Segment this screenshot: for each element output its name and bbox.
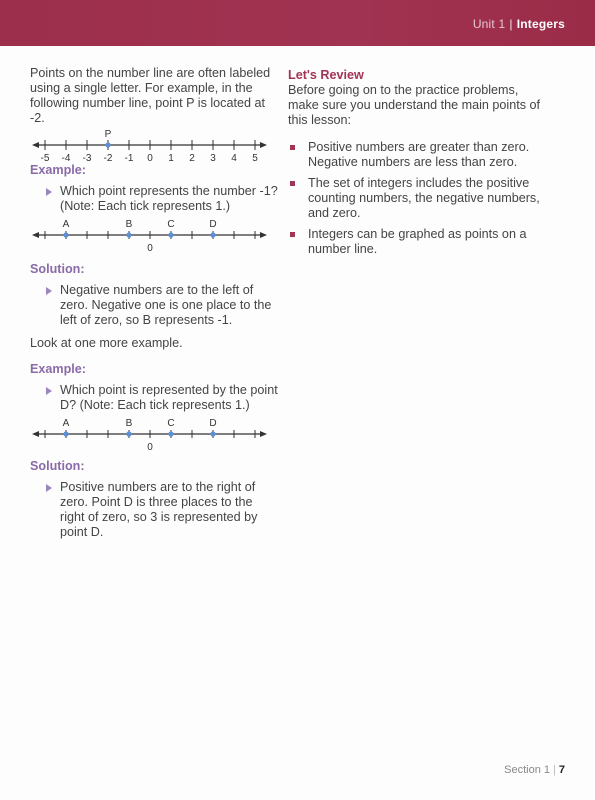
svg-text:D: D [209, 219, 217, 230]
svg-text:A: A [62, 418, 70, 429]
square-bullet-icon [290, 232, 295, 237]
right-arrow-icon [260, 142, 267, 148]
review-bullet-item [288, 227, 548, 257]
number-line-3 [30, 417, 270, 453]
look-more-text: Look at one more example. [30, 336, 183, 350]
review-bullet-text: Integers can be graphed as points on a number line. [308, 227, 527, 256]
svg-text:B: B [125, 219, 133, 230]
square-bullet-icon [290, 181, 295, 186]
left-arrow-icon [32, 142, 39, 148]
review-heading: Let's Review [288, 68, 364, 82]
footer-separator: | [553, 764, 556, 776]
left-column [30, 66, 278, 540]
header-topic: Integers [516, 17, 565, 31]
example-2-question [30, 383, 278, 413]
svg-text:0: 0 [147, 153, 153, 164]
svg-text:-1: -1 [124, 153, 134, 164]
triangle-bullet-icon [46, 287, 52, 295]
svg-text:4: 4 [231, 153, 237, 164]
svg-text:-4: -4 [61, 153, 71, 164]
triangle-bullet-icon [46, 484, 52, 492]
left-arrow-icon [32, 232, 39, 238]
svg-text:B: B [125, 418, 133, 429]
example-2-heading: Example: [30, 362, 86, 376]
page-footer [504, 764, 565, 776]
svg-text:-2: -2 [103, 153, 113, 164]
example-1-heading: Example: [30, 163, 86, 177]
left-arrow-icon [32, 431, 39, 437]
review-bullet-text: Positive numbers are greater than zero. Negative numbers are less than zero. [308, 140, 530, 169]
solution-1-text [30, 283, 278, 328]
right-arrow-icon [260, 431, 267, 437]
header-separator: | [509, 17, 513, 31]
number-line-1 [30, 128, 270, 164]
solution-2-heading: Solution: [30, 459, 85, 473]
svg-text:2: 2 [189, 153, 195, 164]
example-2-question-text: Which point is represented by the point D? (Note: Each tick represents 1.) [60, 383, 278, 412]
solution-1-text-body: Negative numbers are to the left of zero. Negative one is one place to the left of zero, so B represents -1. [60, 283, 272, 327]
svg-text:-5: -5 [40, 153, 50, 164]
svg-text:5: 5 [252, 153, 258, 164]
svg-text:C: C [167, 219, 175, 230]
solution-1-heading: Solution: [30, 262, 85, 276]
point-p-dot [105, 142, 110, 147]
example-1-question [30, 184, 278, 214]
point-labels [63, 219, 217, 230]
solution-2-text-body: Positive numbers are to the right of zero. Point D is three places to the right of zero, so 3 is represented by point D. [60, 480, 258, 539]
review-bullet-item [288, 176, 548, 221]
footer-section: Section 1 [504, 764, 551, 776]
zero-label: 0 [147, 442, 153, 453]
triangle-bullet-icon [46, 387, 52, 395]
review-bullet-text: The set of integers includes the positive counting numbers, the negative numbers, and zero. [308, 176, 540, 220]
header-title [473, 17, 565, 31]
svg-text:-3: -3 [82, 153, 92, 164]
svg-text:C: C [167, 418, 175, 429]
page-header [0, 0, 595, 46]
number-line-2 [30, 218, 270, 254]
svg-text:D: D [209, 418, 217, 429]
point-labels [63, 418, 217, 429]
svg-text:1: 1 [168, 153, 174, 164]
square-bullet-icon [290, 145, 295, 150]
svg-text:3: 3 [210, 153, 216, 164]
page-number: 7 [558, 764, 565, 776]
header-unit: Unit 1 [472, 17, 506, 31]
point-p-label: P [104, 129, 112, 140]
intro-paragraph: Points on the number line are often labeled using a single letter. For example, in the following number line, point P is located at -2. [30, 66, 271, 125]
example-1-question-text: Which point represents the number -1? (Note: Each tick represents 1.) [60, 184, 278, 213]
review-bullet-item [288, 140, 548, 170]
right-arrow-icon [260, 232, 267, 238]
right-column [288, 68, 548, 263]
solution-2-text [30, 480, 278, 540]
zero-label: 0 [147, 243, 153, 254]
review-intro: Before going on to the practice problems, make sure you understand the main points of this lesson: [288, 83, 541, 127]
review-bullet-list [288, 140, 548, 257]
svg-text:A: A [62, 219, 70, 230]
triangle-bullet-icon [46, 188, 52, 196]
